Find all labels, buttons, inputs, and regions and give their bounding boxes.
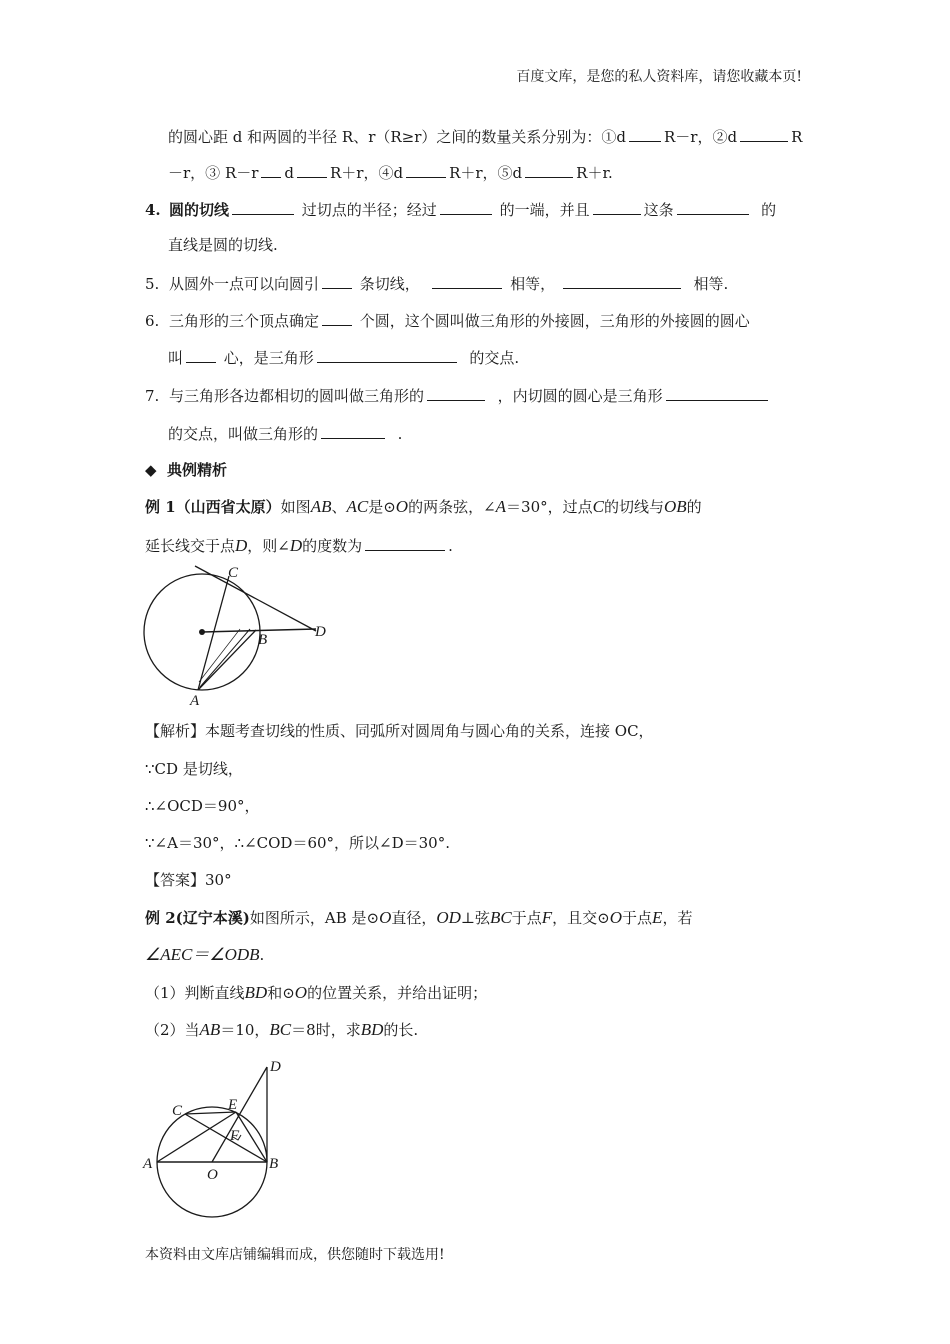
header-note: 百度文库，是您的私人资料库，请您收藏本页! — [516, 69, 802, 85]
blank — [563, 272, 681, 289]
item3-line2: －r，③ R－r d R＋r，④d R＋r，⑤d R＋r. — [168, 161, 613, 183]
label-f: F — [230, 1128, 240, 1144]
blank — [629, 125, 661, 142]
example2-line2: ∠AEC＝∠ODB. — [145, 945, 265, 964]
blank — [365, 534, 445, 551]
example2-line1: 例 2(辽宁本溪)如图所示，AB 是⊙O直径，OD⊥弦BC于点F，且交⊙O于点E，若 — [145, 908, 693, 927]
example2-question2: （2）当AB＝10，BC＝8时，求BD的长. — [145, 1020, 419, 1039]
solution-line: ∴∠OCD＝90°， — [145, 797, 260, 815]
blank — [321, 422, 385, 439]
figure1-circle-diagram — [140, 560, 340, 710]
example1-line2: 延长线交于点D，则∠D的度数为 . — [145, 536, 453, 555]
example2-question1: （1）判断直线BD和⊙O的位置关系，并给出证明； — [145, 983, 488, 1002]
label-a: A — [143, 1156, 153, 1172]
tangent-line-cd — [195, 566, 316, 631]
answer-line: 【答案】30° — [145, 871, 232, 889]
blank — [427, 384, 485, 401]
blank — [666, 384, 768, 401]
blank — [677, 198, 749, 215]
label-e: E — [228, 1097, 238, 1113]
solution-line: ∵CD 是切线， — [145, 760, 243, 778]
item7-line2: 的交点，叫做三角形的 . — [168, 422, 402, 444]
blank — [593, 198, 641, 215]
blank — [261, 161, 281, 178]
blank — [525, 161, 573, 178]
hatch-line — [199, 629, 240, 682]
chord-eb — [236, 1112, 267, 1162]
label-b: B — [269, 1156, 279, 1172]
label-d: D — [315, 624, 326, 640]
blank — [232, 198, 294, 215]
label-d: D — [270, 1059, 281, 1075]
blank — [297, 161, 327, 178]
blank — [432, 272, 502, 289]
item7-line1: 7. 与三角形各边都相切的圆叫做三角形的 ，内切圆的圆心是三角形 — [145, 384, 771, 406]
blank — [440, 198, 492, 215]
blank — [322, 272, 352, 289]
figure2-circle-diagram — [140, 1055, 300, 1225]
example1-line1: 例 1（山西省太原）如图AB、AC是⊙O的两条弦，∠A＝30°，过点C的切线与OB的 — [145, 497, 702, 516]
item6-line2: 叫 心，是三角形 的交点. — [168, 346, 519, 368]
blank — [186, 346, 216, 363]
footer-note: 本资料由文库店铺编辑而成，供您随时下载选用! — [145, 1247, 445, 1263]
item6-line1: 6. 三角形的三个顶点确定 个圆，这个圆叫做三角形的外接圆，三角形的外接圆的圆心 — [145, 309, 750, 331]
section-heading: ◆ 典例精析 — [145, 461, 228, 479]
label-b: B — [258, 632, 268, 648]
label-c: C — [228, 565, 239, 581]
blank — [317, 346, 457, 363]
label-o: O — [207, 1167, 218, 1183]
label-c: C — [172, 1103, 183, 1119]
label-a: A — [190, 693, 200, 709]
item3-line1: 的圆心距 d 和两圆的半径 R、r（R≥r）之间的数量关系分别为：①d R－r，②d R — [168, 125, 802, 147]
item4-line1: 4. 圆的切线 过切点的半径；经过 的一端，并且 这条 的 — [145, 198, 776, 220]
item4-line2: 直线是圆的切线. — [168, 236, 278, 254]
blank — [740, 125, 788, 142]
item5: 5. 从圆外一点可以向圆引 条切线， 相等， 相等. — [145, 272, 728, 294]
blank — [406, 161, 446, 178]
blank — [322, 309, 352, 326]
diamond-bullet-icon: ◆ — [145, 461, 157, 479]
chord-bc — [185, 1114, 267, 1162]
solution-line: 【解析】本题考查切线的性质、同弧所对圆周角与圆心角的关系，连接 OC， — [145, 722, 654, 740]
solution-line: ∵∠A＝30°，∴∠COD＝60°，所以∠D＝30°. — [145, 834, 450, 852]
hatch-line — [200, 629, 250, 687]
center-point-o — [199, 629, 205, 635]
